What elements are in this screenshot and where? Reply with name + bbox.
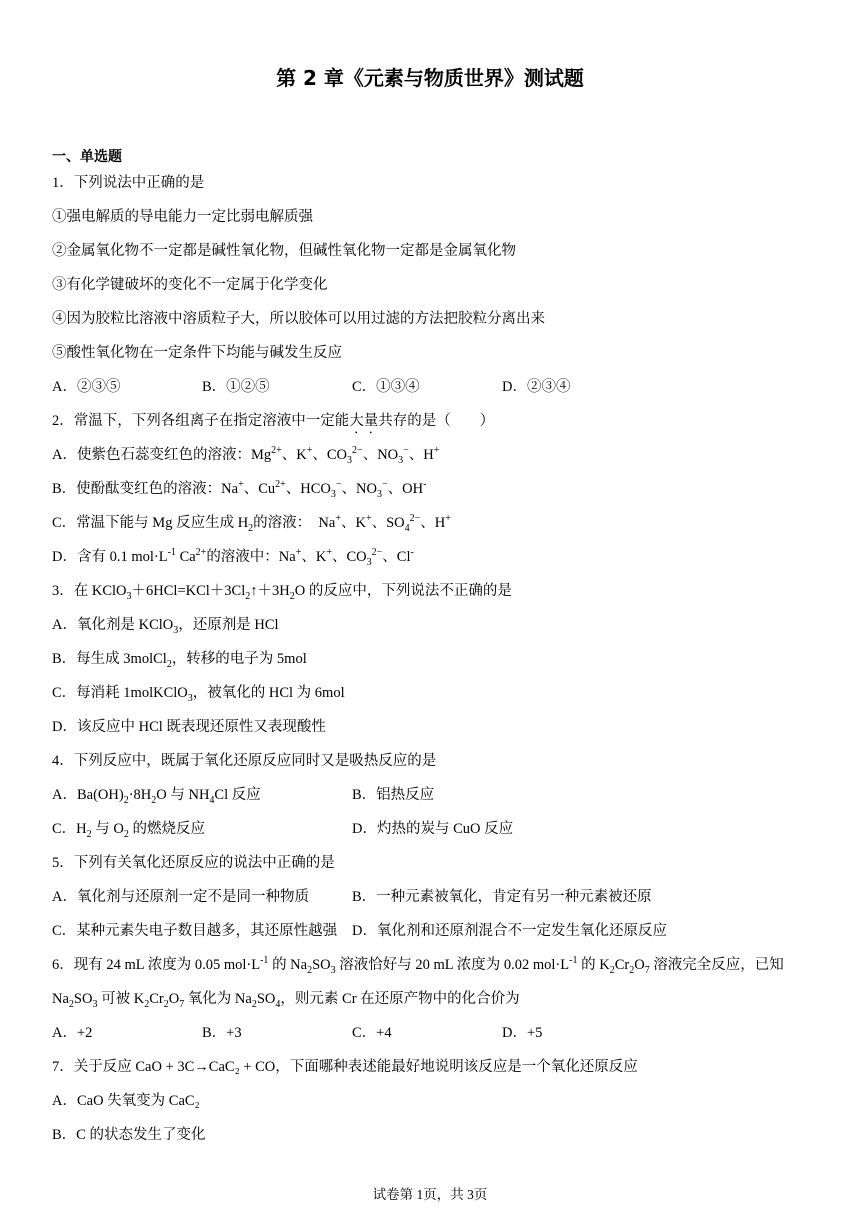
q3-option-b: B．每生成 3molCl$_2$，转移的电子为 5mol	[52, 651, 307, 670]
q1-option-b: B．①②⑤	[202, 379, 270, 395]
q4-options-row-2	[52, 818, 812, 852]
q2-option-c: C．常温下能与 Mg 反应生成 $H_2$的溶液： Na+、K+、$SO_4^{2-}$、H+	[52, 513, 451, 534]
q4-options-row-1	[52, 784, 812, 818]
page-footer: 试卷第 1页，共 3页	[372, 1187, 488, 1202]
q5-option-d: D．氧化剂和还原剂混合不一定发生氧化还原反应	[352, 923, 667, 939]
q1-option-c: C．①③④	[352, 379, 420, 395]
q1-statement-5: ⑤酸性氧化物在一定条件下均能与碱发生反应	[52, 345, 342, 361]
q3-option-d: D．该反应中 HCl 既表现还原性又表现酸性	[52, 719, 326, 735]
q6-option-d: D．+5	[502, 1025, 543, 1041]
q1-option-a: A．②③⑤	[52, 379, 121, 395]
q3-option-a: A．氧化剂是 KClO$_3$，还原剂是 HCl	[52, 617, 279, 636]
q7-option-a: A．CaO 失氧变为 CaC₂	[52, 1093, 200, 1109]
q5-option-c: C．某种元素失电子数目越多，其还原性越强	[52, 923, 338, 939]
q1-statement-2: ②金属氧化物不一定都是碱性氧化物，但碱性氧化物一定都是金属氧化物	[52, 243, 516, 259]
q4-option-a: A．$Ba(OH)_2\cdot 8H_2O$ 与 $NH_4Cl$ 反应	[52, 787, 261, 806]
q7-option-b: B．C 的状态发生了变化	[52, 1127, 206, 1143]
q5-options-row-1	[52, 886, 812, 920]
page-title: 第 2 章《元素与物质世界》测试题	[276, 66, 584, 90]
q1-statement-3: ③有化学键破坏的变化不一定属于化学变化	[52, 277, 328, 293]
q4-option-d: D．灼热的炭与 CuO 反应	[352, 821, 514, 837]
q2-option-a: A．使紫色石蕊变红色的溶液：$Mg^{2+}$、K+、$CO_3^{2-}$、$NO_3^-$、H+	[52, 445, 440, 466]
q5-option-a: A．氧化剂与还原剂一定不是同一种物质	[52, 889, 309, 905]
q2-option-b: B．使酚酞变红色的溶液：Na+、$Cu^{2+}$、$HCO_3^-$、$NO_3^-$、OH-	[52, 479, 427, 500]
q6-option-c: C．+4	[352, 1025, 392, 1041]
question-2-stem: 2．常温下，下列各组离子在指定溶液中一定能大量共存的是（ ）	[52, 413, 495, 429]
question-5-stem: 5．下列有关氧化还原反应的说法中正确的是	[52, 855, 335, 871]
q2-option-d: D．含有 0.1 $mol\cdot L^{-1}$ $Ca^{2+}$的溶液中：Na+、K+、$CO_3^{2-}$、Cl-	[52, 547, 414, 568]
q6-options	[52, 1022, 812, 1056]
q5-options-row-2	[52, 920, 812, 954]
question-7-stem: 7．关于反应 CaO + 3C→CaC₂ + CO，下面哪种表述能最好地说明该反应是一个氧化还原反应	[52, 1059, 638, 1075]
q1-options	[52, 376, 812, 410]
question-6-stem-line-2: $Na_2SO_3$ 可被 $K_2Cr_2O_7$ 氧化为 $Na_2SO_4$，则元素 Cr 在还原产物中的化合价为	[52, 991, 520, 1010]
section-heading: 一、单选题	[52, 149, 122, 165]
question-1-stem: 1．下列说法中正确的是	[52, 175, 205, 191]
q6-option-a: A．+2	[52, 1025, 93, 1041]
q3-option-c: C．每消耗 1molKClO$_3$，被氧化的 HCl 为 6mol	[52, 685, 345, 704]
q1-option-d: D．②③④	[502, 379, 571, 395]
question-6-stem-line-1: 6．现有 24 mL 浓度为 0.05 $mol\cdot L^{-1}$ 的 $Na_2SO_3$ 溶液恰好与 20 mL 浓度为 0.02 $mol\cdot L^{-1}$ 的 $K_2Cr_2O_7$ 溶液完全反应，已知	[52, 955, 784, 976]
question-list	[52, 172, 812, 1158]
question-4-stem: 4．下列反应中，既属于氧化还原反应同时又是吸热反应的是	[52, 753, 437, 769]
q4-option-c: C．$H_2$ 与 $O_2$ 的燃烧反应	[52, 821, 206, 840]
q6-option-b: B．+3	[202, 1025, 242, 1041]
q5-option-b: B．一种元素被氧化，肯定有另一种元素被还原	[352, 889, 652, 905]
emphasis-text: 大量	[349, 413, 379, 429]
question-3-stem: 3．在 $KClO_3+6HCl=KCl+3Cl_2↑+3H_2O$ 的反应中，下列说法不正确的是	[52, 583, 512, 602]
q1-statement-4: ④因为胶粒比溶液中溶质粒子大，所以胶体可以用过滤的方法把胶粒分离出来	[52, 311, 545, 327]
q1-statement-1: ①强电解质的导电能力一定比弱电解质强	[52, 209, 313, 225]
q4-option-b: B．铝热反应	[352, 787, 435, 803]
